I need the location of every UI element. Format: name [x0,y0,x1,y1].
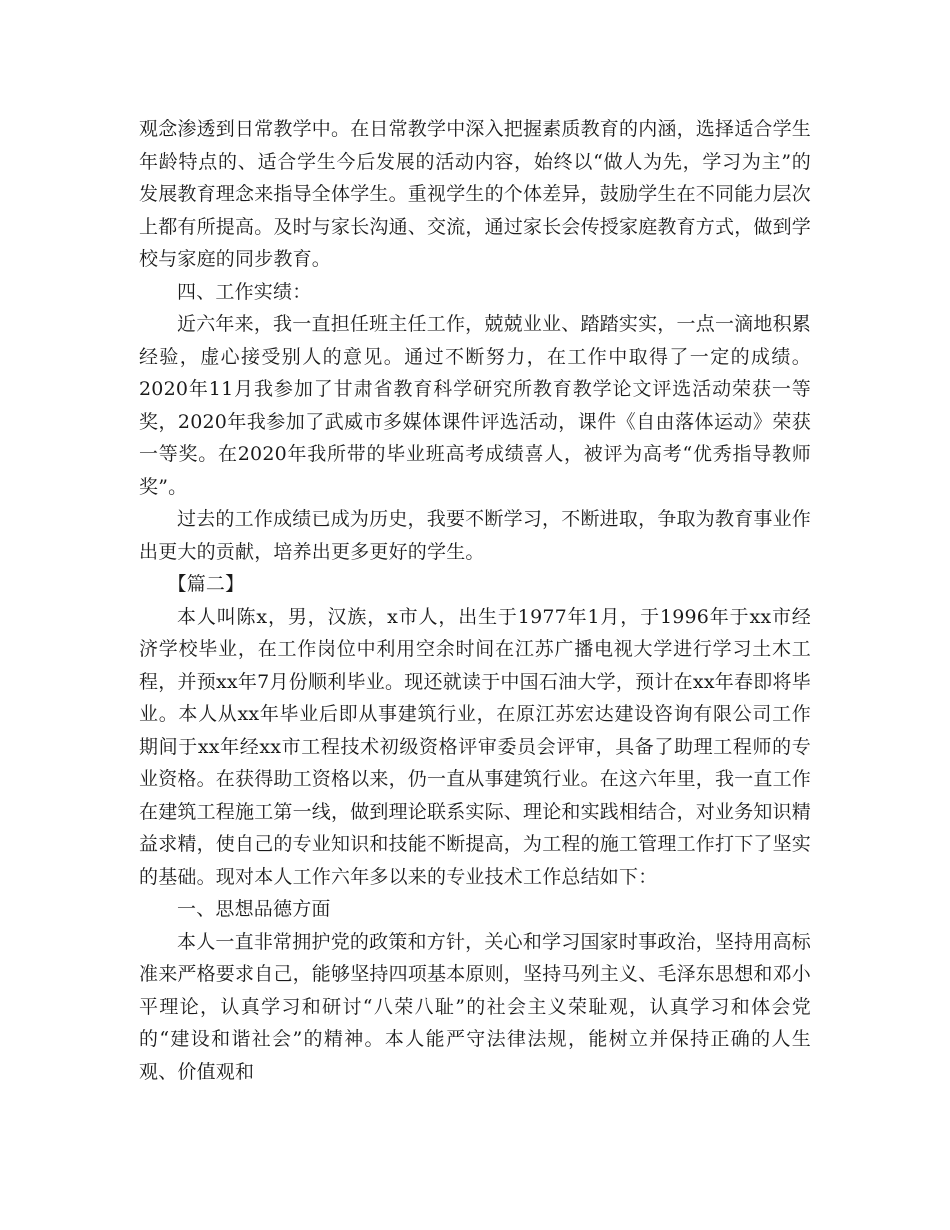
paragraph-self-introduction: 本人叫陈x，男，汉族，x市人，出生于1977年1月，于1996年于xx市经济学校毕业，在工作岗位中利用空余时间在江苏广播电视大学进行学习土木工程，并预xx年7月份顺利毕业。现还就读于中国石油大学，预计在xx年春即将毕业。本人从xx年毕业后即从事建筑行业，在原江苏宏达建设咨询有限公司工作期间于xx年经xx市工程技术初级资格评审委员会评审，具备了助理工程师的专业资格。在获得助工资格以来，仍一直从事建筑行业。在这六年里，我一直工作在建筑工程施工第一线，做到理论联系实际、理论和实践相结合，对业务知识精益求精，使自己的专业知识和技能不断提高，为工程的施工管理工作打下了坚实的基础。现对本人工作六年多以来的专业技术工作总结如下： [139,605,812,888]
paragraph-continued: 观念渗透到日常教学中。在日常教学中深入把握素质教育的内涵，选择适合学生年龄特点的、适合学生今后发展的活动内容，始终以“做人为先，学习为主”的发展教育理念来指导全体学生。重视学生的个体差异，鼓励学生在不同能力层次上都有所提高。及时与家长沟通、交流，通过家长会传授家庭教育方式，做到学校与家庭的同步教育。 [139,118,812,270]
section-title-part-two: 【篇二】 [167,573,245,595]
section-heading-ideology: 一、思想品德方面 [177,898,331,920]
paragraph-achievements: 近六年来，我一直担任班主任工作，兢兢业业、踏踏实实，一点一滴地积累经验，虚心接受别人的意见。通过不断努力，在工作中取得了一定的成绩。2020年11月我参加了甘肃省教育科学研究所教育教学论文评选活动荣获一等奖，2020年我参加了武威市多媒体课件评选活动，课件《自由落体运动》荣获一等奖。在2020年我所带的毕业班高考成绩喜人，被评为高考“优秀指导教师奖”。 [139,313,811,498]
paragraph-ideology: 本人一直非常拥护党的政策和方针，关心和学习国家时事政治，坚持用高标准来严格要求自己，能够坚持四项基本原则，坚持马列主义、毛泽东思想和邓小平理论，认真学习和研讨“八荣八耻”的社会主义荣耻观，认真学习和体会党的“建设和谐社会”的精神。本人能严守法律法规，能树立并保持正确的人生观、价值观和 [139,930,812,1083]
document-body [139,113,811,1088]
paragraph-future: 过去的工作成绩已成为历史，我要不断学习，不断进取，争取为教育事业作出更大的贡献，培养出更多更好的学生。 [139,508,811,563]
section-heading-work-results: 四、工作实绩： [177,280,312,303]
